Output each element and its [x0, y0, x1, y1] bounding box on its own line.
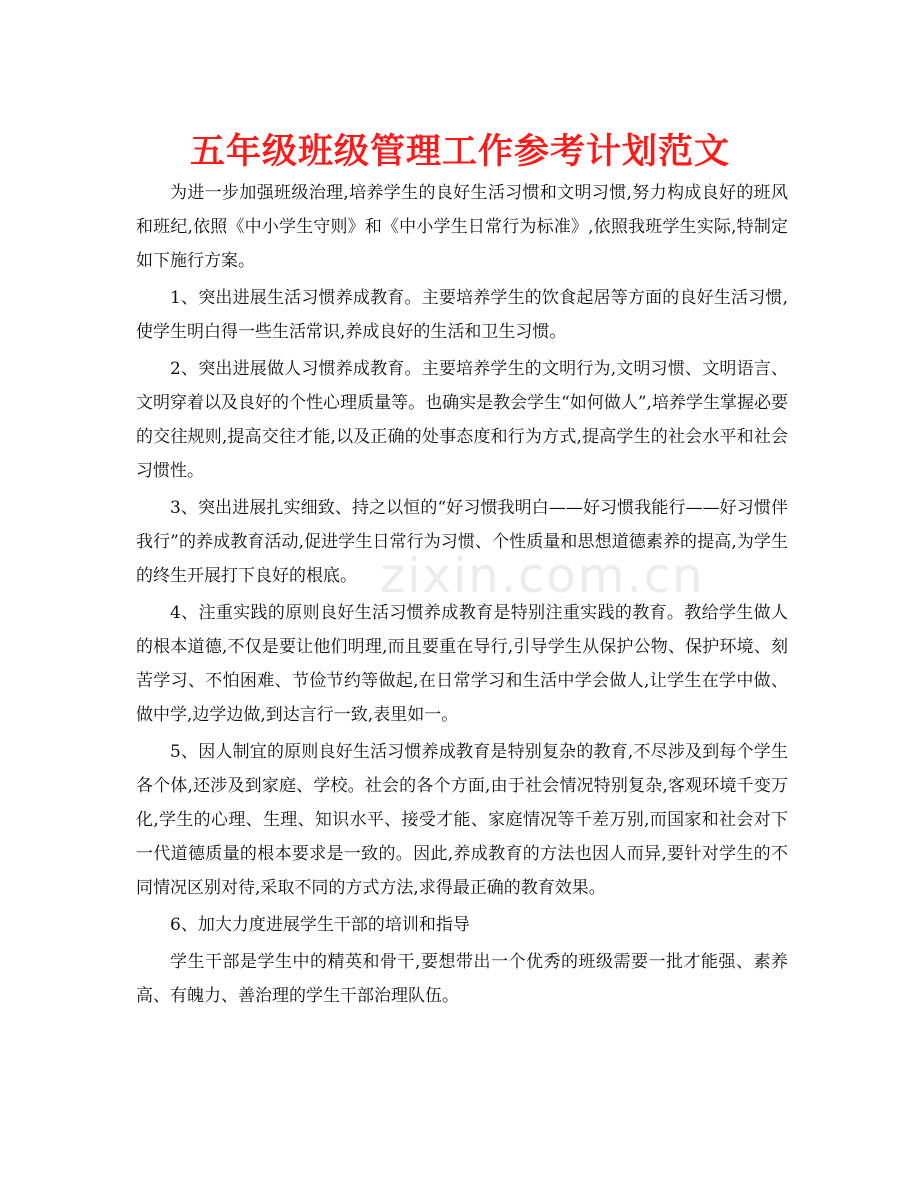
document-body	[136, 176, 788, 1016]
paragraph-item-2: 2、突出进展做人习惯养成教育。主要培养学生的文明行为,文明习惯、文明语言、文明穿着以及良好的个性心理质量等。也确实是教会学生“如何做人”,培养学生掌握必要的交往规则,提高交往才能,以及正确的处事态度和行为方式,提高学生的社会水平和社会习惯性。	[136, 359, 788, 481]
paragraph-cadre: 学生干部是学生中的精英和骨干,要想带出一个优秀的班级需要一批才能强、素养高、有魄力、善治理的学生干部治理队伍。	[136, 952, 788, 1006]
document-title: 五年级班级管理工作参考计划范文	[189, 132, 730, 172]
paragraph-item-3: 3、突出进展扎实细致、持之以恒的“好习惯我明白——好习惯我能行——好习惯伴我行”的养成教育活动,促进学生日常行为习惯、个性质量和思想道德素养的提高,为学生的终生开展打下良好的根底。	[136, 498, 788, 586]
paragraph-item-1: 1、突出进展生活习惯养成教育。主要培养学生的饮食起居等方面的良好生活习惯,使学生明白得一些生活常识,养成良好的生活和卫生习惯。	[136, 288, 788, 342]
watermark: zixin.com.cn	[380, 548, 705, 604]
paragraph-intro: 为进一步加强班级治理,培养学生的良好生活习惯和文明习惯,努力构成良好的班风和班纪,依照《中小学生守则》和《中小学生日常行为标准》,依照我班学生实际,特制定如下施行方案。	[136, 183, 788, 271]
paragraph-item-5: 5、因人制宜的原则良好生活习惯养成教育是特别复杂的教育,不尽涉及到每个学生各个体,还涉及到家庭、学校。社会的各个方面,由于社会情况特别复杂,客观环境千变万化,学生的心理、生理、知识水平、接受才能、家庭情况等千差万别,而国家和社会对下一代道德质量的根本要求是一致的。因此,养成教育的方法也因人而异,要针对学生的不同情况区别对待,采取不同的方式方法,求得最正确的教育效果。	[136, 742, 788, 898]
paragraph-item-4: 4、注重实践的原则良好生活习惯养成教育是特别注重实践的教育。教给学生做人的根本道德,不仅是要让他们明理,而且要重在导行,引导学生从保护公物、保护环境、刻苦学习、不怕困难、节俭节约等做起,在日常学习和生活中学会做人,让学生在学中做、做中学,边学边做,到达言行一致,表里如一。	[136, 603, 788, 725]
paragraph-item-6: 6、加大力度进展学生干部的培训和指导	[170, 915, 470, 935]
